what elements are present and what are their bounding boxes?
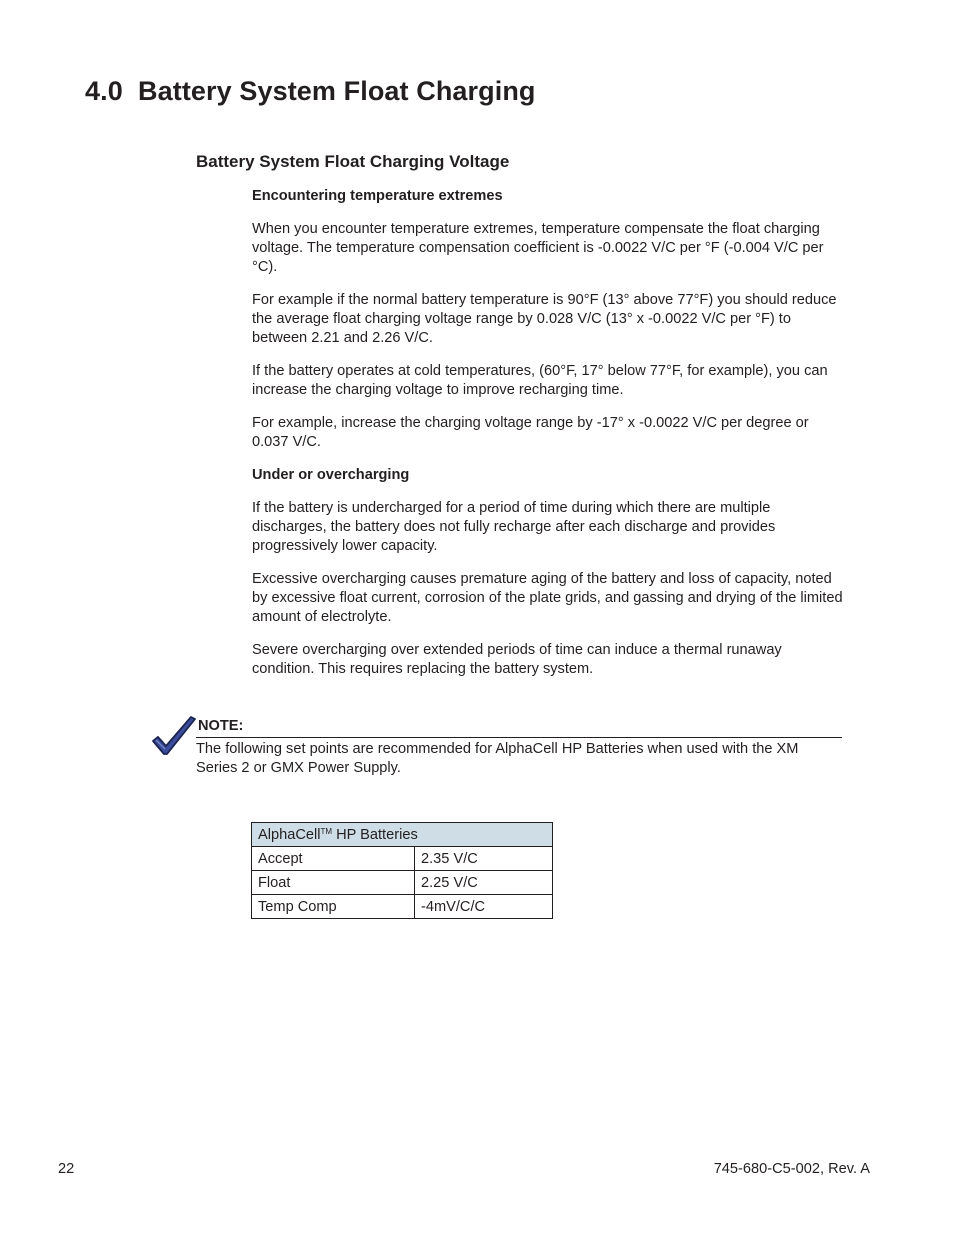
note-divider [196, 737, 842, 738]
trademark-mark: TM [320, 826, 333, 836]
page-title: 4.0 Battery System Float Charging [85, 76, 536, 106]
table-cell-value: -4mV/C/C [415, 895, 553, 919]
subheading-charging: Under or overcharging [252, 467, 410, 483]
checkmark-icon [150, 714, 196, 758]
table-cell-label: Temp Comp [252, 895, 415, 919]
paragraph: For example, increase the charging voltage range by -17° x -0.0022 V/C per degree or 0.037 V/C. [252, 415, 809, 450]
document-id: 745-680-C5-002, Rev. A [713, 1161, 870, 1177]
body-content [252, 187, 844, 693]
paragraph: Severe overcharging over extended periods of time can induce a thermal runaway condition. This requires replacing the battery system. [252, 642, 782, 677]
battery-setpoints-table [251, 822, 553, 919]
table-cell-value: 2.25 V/C [415, 871, 553, 895]
table-header-rest: HP Batteries [332, 826, 418, 843]
note-label: NOTE: [198, 718, 244, 734]
table-header-brand: AlphaCell [258, 826, 321, 843]
table-row [252, 871, 553, 895]
table-cell-label: Float [252, 871, 415, 895]
section-title: Battery System Float Charging Voltage [196, 152, 510, 171]
page-number: 22 [58, 1161, 75, 1177]
subheading-temperature: Encountering temperature extremes [252, 188, 503, 204]
paragraph: Excessive overcharging causes premature aging of the battery and loss of capacity, noted by excessive float current, corrosion of the plate grids, and gassing and drying of the limited amount of electrolyte. [252, 571, 843, 625]
paragraph: When you encounter temperature extremes, temperature compensate the float charging voltage. The temperature compensation coefficient is -0.0022 V/C per °F (-0.004 V/C per °C). [252, 221, 824, 275]
paragraph: If the battery is undercharged for a period of time during which there are multiple discharges, the battery does not fully recharge after each discharge and provides progressively lower capacity. [252, 500, 776, 554]
table-header-row [252, 823, 553, 847]
table-header [252, 823, 553, 847]
table-cell-label: Accept [252, 847, 415, 871]
paragraph: If the battery operates at cold temperatures, (60°F, 17° below 77°F, for example), you can increase the charging voltage to improve recharging time. [252, 363, 828, 398]
note-text: The following set points are recommended for AlphaCell HP Batteries when used with the XM Series 2 or GMX Power Supply. [196, 741, 799, 776]
table-cell-value: 2.35 V/C [415, 847, 553, 871]
paragraph: For example if the normal battery temperature is 90°F (13° above 77°F) you should reduce the average float charging voltage range by 0.028 V/C (13° x -0.0022 V/C per °F) to between 2.21 and 2.26 V/C. [252, 292, 837, 346]
table-row [252, 847, 553, 871]
note-callout [150, 714, 842, 784]
table-row [252, 895, 553, 919]
